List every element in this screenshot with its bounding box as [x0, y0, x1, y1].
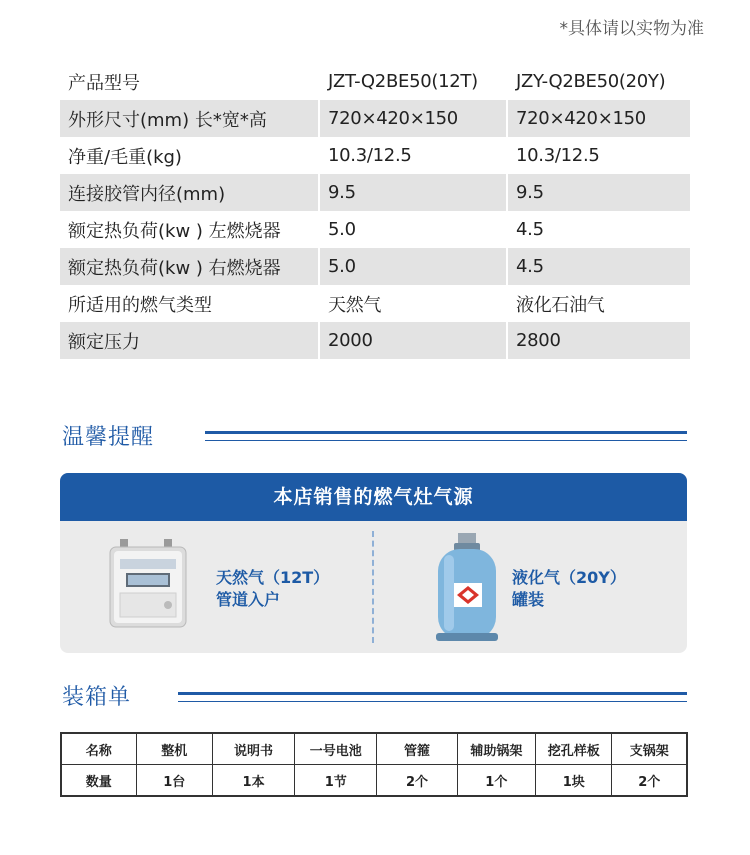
spec-label: 额定热负荷(kw ) 右燃烧器 — [60, 248, 319, 285]
packing-item-quantity: 1节 — [295, 765, 377, 797]
spec-row — [60, 211, 690, 248]
spec-value: 2800 — [507, 322, 690, 359]
packing-item-quantity: 1块 — [536, 765, 612, 797]
lpg-name: 液化气（20Y） — [512, 568, 626, 587]
spec-value: 4.5 — [507, 248, 690, 285]
packing-header-row — [61, 733, 687, 765]
spec-row — [60, 248, 690, 285]
spec-label: 所适用的燃气类型 — [68, 294, 212, 316]
gas-tank-icon — [432, 533, 502, 645]
spec-label: 额定热负荷(kw ) 左燃烧器 — [68, 220, 281, 242]
packing-item-quantity: 2个 — [612, 765, 687, 797]
spec-label: 外形尺寸(mm) 长*宽*高 — [60, 100, 319, 137]
spec-row — [60, 137, 690, 174]
packing-item-quantity: 1个 — [457, 765, 535, 797]
spec-value: 5.0 — [319, 211, 507, 248]
spec-value: 9.5 — [319, 174, 507, 211]
spec-label: 产品型号 — [68, 72, 140, 94]
lpg-supply: 罐装 — [512, 590, 545, 609]
natural-gas-label — [216, 567, 329, 611]
disclaimer-note: *具体请以实物为准 — [559, 19, 704, 39]
spec-value: 10.3/12.5 — [319, 137, 507, 174]
lpg-label — [512, 567, 626, 611]
spec-row — [60, 174, 690, 211]
spec-value: 2000 — [319, 322, 507, 359]
packing-item-quantity: 2个 — [377, 765, 457, 797]
spec-value: 天然气 — [319, 285, 507, 322]
packing-item-name: 名称 — [61, 733, 136, 765]
spec-table — [60, 63, 690, 359]
spec-label: 额定压力 — [60, 322, 319, 359]
spec-value: 720×420×150 — [319, 100, 507, 137]
packing-item-name: 说明书 — [212, 733, 294, 765]
spec-label: 连接胶管内径(mm) — [60, 174, 319, 211]
gas-meter-icon — [108, 539, 188, 629]
spec-label: 净重/毛重(kg) — [68, 146, 182, 168]
spec-value: 10.3/12.5 — [507, 137, 690, 174]
reminder-title-rule — [205, 431, 687, 441]
spec-row — [60, 285, 690, 322]
packing-item-quantity: 1台 — [136, 765, 212, 797]
packing-item-name: 整机 — [136, 733, 212, 765]
gas-source-card-title: 本店销售的燃气灶气源 — [60, 473, 687, 521]
natural-gas-name: 天然气（12T） — [216, 568, 330, 587]
packing-quantity-row — [61, 765, 687, 797]
packing-title-rule — [178, 692, 687, 702]
packing-item-name: 支锅架 — [612, 733, 687, 765]
spec-value: 720×420×150 — [507, 100, 690, 137]
spec-row — [60, 100, 690, 137]
natural-gas-supply: 管道入户 — [216, 590, 281, 609]
spec-value: 液化石油气 — [507, 285, 690, 322]
spec-value: 4.5 — [507, 211, 690, 248]
spec-value: 5.0 — [319, 248, 507, 285]
card-divider — [372, 531, 374, 643]
reminder-title: 温馨提醒 — [62, 425, 155, 450]
packing-table — [60, 732, 688, 797]
spec-value: JZT-Q2BE50(12T) — [319, 63, 507, 100]
packing-item-name: 管箍 — [377, 733, 457, 765]
packing-item-quantity: 数量 — [61, 765, 136, 797]
packing-item-name: 挖孔样板 — [536, 733, 612, 765]
packing-item-name: 辅助锅架 — [457, 733, 535, 765]
packing-title: 装箱单 — [62, 685, 132, 710]
spec-row — [60, 322, 690, 359]
spec-value: JZY-Q2BE50(20Y) — [507, 63, 690, 100]
packing-item-name: 一号电池 — [295, 733, 377, 765]
spec-value: 9.5 — [507, 174, 690, 211]
gas-source-card — [60, 473, 687, 653]
spec-row — [60, 63, 690, 100]
packing-item-quantity: 1本 — [212, 765, 294, 797]
